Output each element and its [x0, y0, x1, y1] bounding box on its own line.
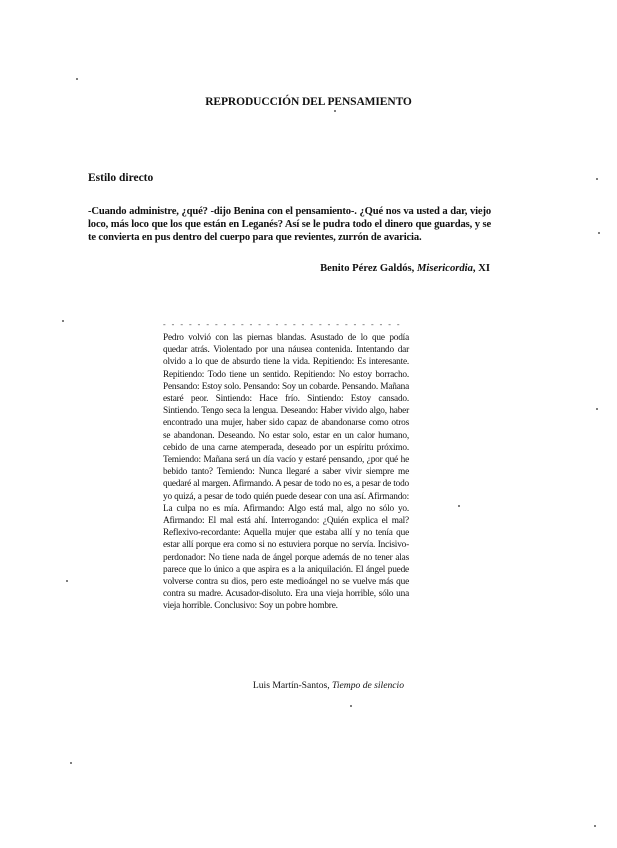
scan-speck [334, 110, 336, 112]
scan-speck [62, 320, 64, 322]
citation-author: Benito Pérez Galdós, [320, 263, 415, 274]
quote-martin-santos: Pedro volvió con las piernas blandas. Asustado de lo que podía quedar atrás. Violentado por una náusea contenida. Intentando dar olvido a lo que de absurdo tiene la vida. Repitiendo: Es interesante. Repitiendo: Todo tiene un sentido. Repitiendo: No estoy borracho. Pensando: Estoy solo. Pensando: Soy un cobarde. Pensando. Mañana estaré peor. Sintiendo: Hace frío. Sintiendo: Estoy cansado. Sintiendo. Tengo seca la lengua. Deseando: Haber vivido algo, haber encontrado una mujer, haber sido capaz de abandonarse como otros se abandonan. Deseando. No estar solo, estar en un calor humano, cebido de una carne atemperada, deseado por un espíritu próximo. Temiendo: Mañana será un día vacío y estaré pensando, ¿por qué he bebido tanto? Temiendo: Nunca llegaré a saber vivir siempre me quedaré al margen. Afirmando. A pesar de todo no es, a pesar de todo yo quizá, a pesar de todo quién puede desear con una así. Afirmando: La culpa no es mía. Afirmando: Algo está mal, algo no sólo yo. Afirmando: El mal está ahí. Interrogando: ¿Quién explica el mal? Reflexivo-recordante: Aquella mujer que estaba allí y no tenía que estar allí porque era como si no estuviera porque no servía. Incisivo-perdonador: No tiene nada de ángel porque además de no tener alas parece que lo único a que aspira es a la aniquilación. El ángel puede volverse contra su dios, pero este medioángel no se vuelve más que contra su madre. Acusador-disoluto. Era una vieja horrible, sólo una vieja horrible. Conclusivo: Soy un pobre hombre. [163, 333, 409, 612]
citation-chapter: , XI [472, 263, 490, 274]
section-heading: Estilo directo [88, 172, 154, 184]
page-title: REPRODUCCIÓN DEL PENSAMIENTO [205, 96, 412, 108]
scan-speck [458, 505, 460, 507]
scan-speck [598, 232, 600, 234]
citation-work: Misericordia [417, 263, 473, 274]
scan-speck [596, 408, 598, 410]
quote-galdos: -Cuando administre, ¿qué? -dijo Benina con el pensamiento-. ¿Qué nos va usted a dar, viejo loco, más loco que los que están en Leganés? Así se le pudra todo el dinero que guardas, y se te convierta en pus dentro del cuerpo para que revientes, zurrón de avaricia. [88, 206, 491, 244]
scan-speck [594, 825, 596, 827]
scan-speck [76, 78, 78, 80]
citation-author-2: Luis Martín-Santos, [252, 680, 330, 691]
separator-dashes: - - - - - - - - - - - - - - - - - - - - - - - - - - - - [163, 320, 402, 329]
citation-martin-santos [253, 680, 404, 691]
citation-work-2: Tiempo de silencio [332, 680, 404, 691]
scan-speck [70, 762, 72, 764]
scan-speck [350, 705, 352, 707]
scan-speck [66, 580, 68, 582]
scan-speck [596, 178, 598, 180]
citation-galdos [320, 263, 490, 274]
